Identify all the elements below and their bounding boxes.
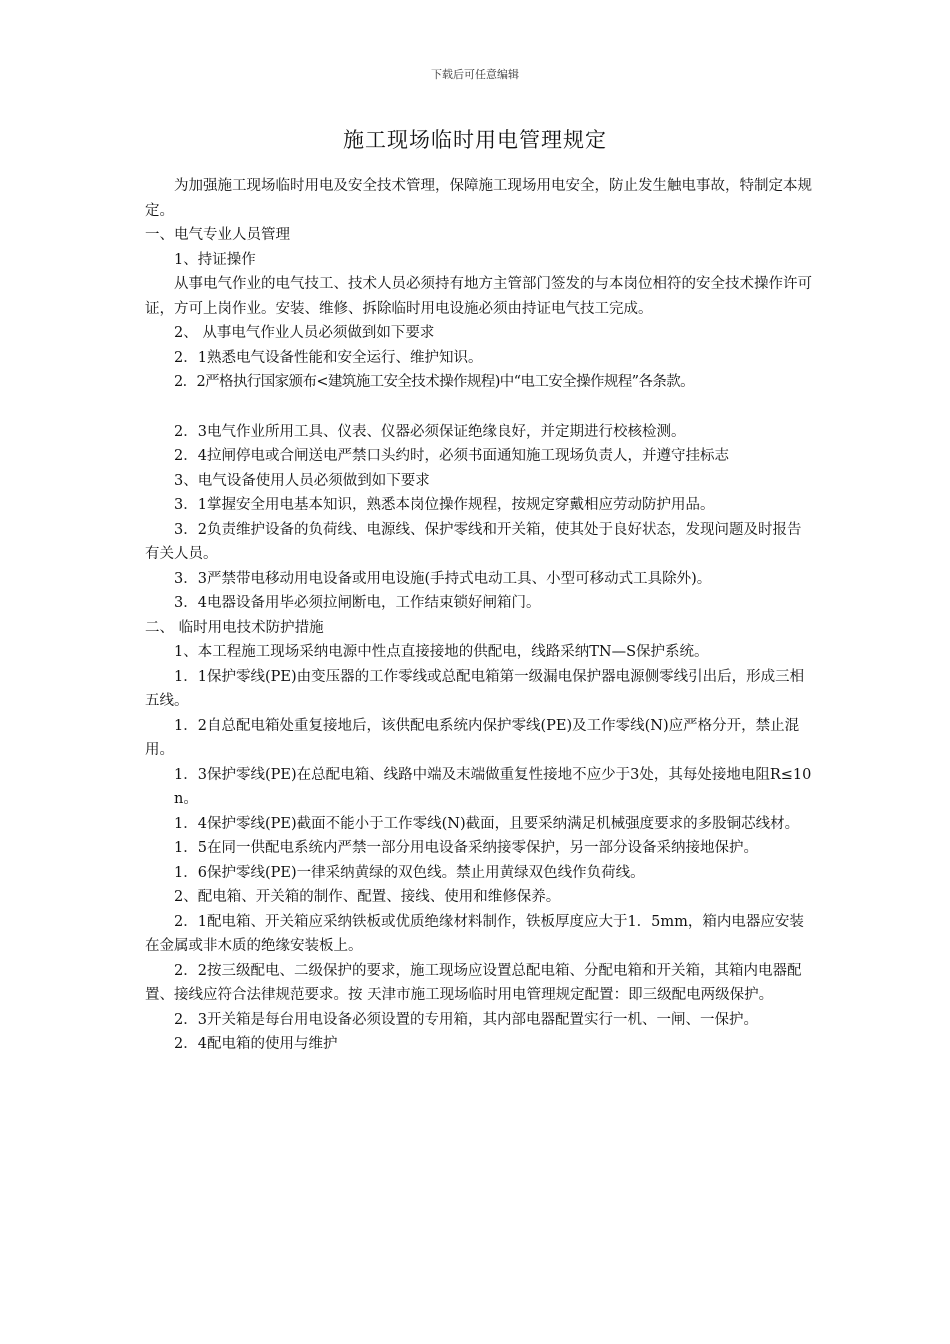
subsection-heading: 2、 从事电气作业人员必须做到如下要求 [174,325,435,341]
list-item: 1．2自总配电箱处重复接地后，该供配电系统内保护零线(PE)及工作零线(N)应严格分开，禁止混用。 [145,717,800,758]
paragraph: 从事电气作业的电气技工、技术人员必须持有地方主管部门签发的与本岗位相符的安全技术操作许可证，方可上岗作业。安装、维修、拆除临时用电设施必须由持证电气技工完成。 [145,276,812,317]
list-item: 2．1配电箱、开关箱应采纳铁板或优质绝缘材料制作，铁板厚度应大于1．5mm，箱内电器应安装在金属或非木质的绝缘安装板上。 [145,913,804,954]
list-item: 2．2按三级配电、二级保护的要求，施工现场应设置总配电箱、分配电箱和开关箱，其箱内电器配置、接线应符合法律规范要求。按 天津市施工现场临时用电管理规定配置：即三级配电两级保护。 [145,962,802,1003]
blank-line [145,395,815,420]
list-item: 3．2负责维护设备的负荷线、电源线、保护零线和开关箱，使其处于良好状态，发现问题及时报告有关人员。 [145,521,802,562]
section-heading-2: 二、 临时用电技术防护措施 [145,619,324,636]
list-item: 3．4电器设备用毕必须拉闸断电，工作结束锁好闸箱门。 [174,595,541,611]
document-body [145,174,815,1057]
list-item: 1．4保护零线(PE)截面不能小于工作零线(N)截面，且要采纳满足机械强度要求的多股铜芯线材。 [174,815,800,832]
intro-paragraph: 为加强施工现场临时用电及安全技术管理，保障施工现场用电安全，防止发生触电事故，特制定本规定。 [145,178,812,219]
list-item: 2．4配电箱的使用与维护 [174,1036,338,1052]
list-item: 3．3严禁带电移动用电设备或用电设施(手持式电动工具、小型可移动式工具除外)。 [174,570,712,587]
list-item: 2．4拉闸停电或合闸送电严禁口头约时，必须书面通知施工现场负责人，并遵守挂标志 [174,448,729,464]
list-item: 2．2严格执行国家颁布<建筑施工安全技术操作规程)中“电工安全操作规程”各条款。 [174,374,695,390]
list-item: 2．1熟悉电气设备性能和安全运行、维护知识。 [174,349,483,366]
list-item: 2．3电气作业所用工具、仪表、仪器必须保证绝缘良好，并定期进行校核检测。 [174,423,686,440]
list-item: 1．5在同一供配电系统内严禁一部分用电设备采纳接零保护，另一部分设备采纳接地保护。 [174,840,758,856]
list-item: 1．1保护零线(PE)由变压器的工作零线或总配电箱第一级漏电保护器电源侧零线引出后，形成三相五线。 [145,668,805,709]
document-title: 施工现场临时用电管理规定 [343,128,607,152]
section-heading-1: 一、电气专业人员管理 [145,227,290,243]
subsection-heading: 3、电气设备使用人员必须做到如下要求 [174,472,430,489]
subsection-heading: 1、本工程施工现场采纳电源中性点直接接地的供配电，线路采纳TN—S保护系统。 [174,644,709,660]
subsection-heading: 2、配电箱、开关箱的制作、配置、接线、使用和维修保养。 [174,889,561,905]
subsection-heading: 1、持证操作 [174,251,256,268]
list-item: 2．3开关箱是每台用电设备必须设置的专用箱，其内部电器配置实行一机、一闸、一保护。 [174,1011,758,1028]
list-item: 1．6保护零线(PE)一律采纳黄绿的双色线。禁止用黄绿双色线作负荷线。 [174,864,645,881]
header-note: 下载后可任意编辑 [431,68,519,81]
list-item: 1．3保护零线(PE)在总配电箱、线路中端及末端做重复性接地不应少于3处，其每处接地电阻R≤10n。 [174,766,812,807]
list-item: 3．1掌握安全用电基本知识，熟悉本岗位操作规程，按规定穿戴相应劳动防护用品。 [174,497,715,513]
